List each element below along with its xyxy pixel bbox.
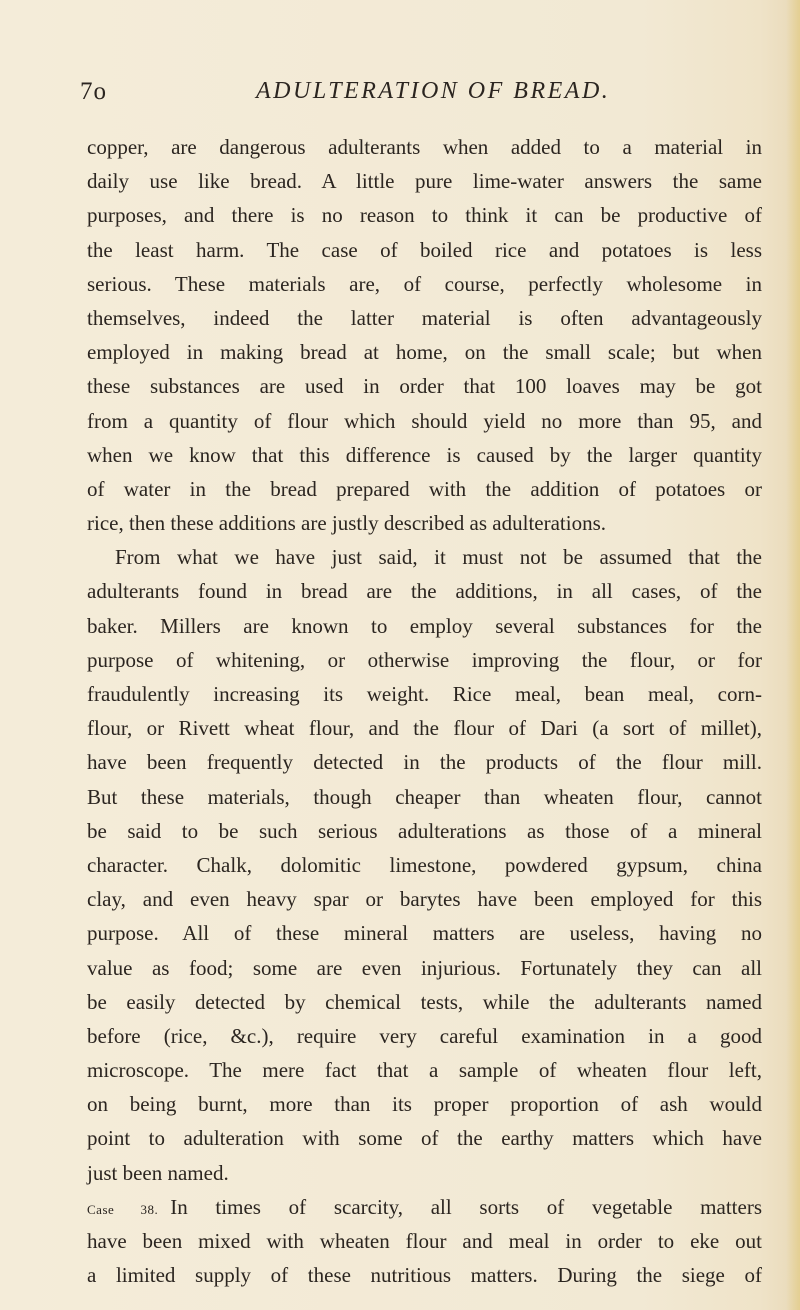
text-line: employed in making bread at home, on the small scale; but when — [87, 340, 762, 365]
text-line: purpose. All of these mineral matters are useless, having no — [87, 921, 762, 946]
text-line: a limited supply of these nutritious matters. During the siege of — [87, 1263, 762, 1288]
case-first-line — [87, 1190, 762, 1224]
text-line: have been frequently detected in the products of the flour mill. — [87, 750, 762, 775]
text-line: fraudulently increasing its weight. Rice meal, bean meal, corn- — [87, 682, 762, 706]
text-line: be easily detected by chemical tests, while the adulterants named — [87, 989, 762, 1014]
text-line: purpose of whitening, or otherwise improving the flour, or for — [87, 647, 762, 672]
case-label: Case 38. — [87, 1201, 159, 1217]
text-line: just been named. — [87, 1160, 229, 1185]
text-line: copper, are dangerous adulterants when added to a material in — [87, 135, 762, 159]
text-line: rice, then these additions are justly described as adulterations. — [87, 511, 607, 536]
case-first-line-text: In times of scarcity, all sorts of vegetable matters — [170, 1194, 762, 1219]
text-line: of water in the bread prepared with the addition of potatoes or — [87, 476, 762, 501]
text-line: adulterants found in bread are the additions, in all cases, of the — [87, 579, 762, 604]
text-line: From what we have just said, it must not be assumed that the — [115, 545, 762, 570]
text-line: themselves, indeed the latter material is often advantageously — [87, 305, 762, 330]
text-line: daily use like bread. A little pure lime-water answers the same — [87, 169, 762, 194]
page-edge-shading — [786, 0, 800, 1310]
text-line: clay, and even heavy spar or barytes have been employed for this — [87, 887, 762, 912]
text-line: on being burnt, more than its proper proportion of ash would — [87, 1092, 762, 1117]
body-text — [87, 130, 762, 1292]
text-line: value as food; some are even injurious. Fortunately they can all — [87, 955, 762, 980]
text-line: purposes, and there is no reason to think it can be productive of — [87, 203, 762, 228]
text-line: from a quantity of flour which should yield no more than 95, and — [87, 408, 762, 433]
text-line: serious. These materials are, of course, perfectly wholesome in — [87, 271, 762, 296]
text-line: flour, or Rivett wheat flour, and the flour of Dari (a sort of millet), — [87, 716, 762, 741]
running-header — [80, 78, 760, 112]
text-line: before (rice, &c.), require very careful examination in a good — [87, 1023, 762, 1048]
running-title: ADULTERATION OF BREAD. — [256, 78, 611, 104]
text-line: when we know that this difference is caused by the larger quantity — [87, 442, 762, 467]
page-number: 7o — [80, 78, 107, 105]
text-line: character. Chalk, dolomitic limestone, powdered gypsum, china — [87, 852, 762, 877]
text-line: But these materials, though cheaper than wheaten flour, cannot — [87, 784, 762, 809]
text-line: these substances are used in order that 100 loaves may be got — [87, 374, 762, 399]
text-line: be said to be such serious adulterations as those of a mineral — [87, 818, 762, 843]
text-line: baker. Millers are known to employ several substances for the — [87, 613, 762, 638]
text-line: have been mixed with wheaten flour and meal in order to eke out — [87, 1229, 762, 1253]
text-line: microscope. The mere fact that a sample of wheaten flour left, — [87, 1058, 762, 1083]
text-line: point to adulteration with some of the earthy matters which have — [87, 1126, 762, 1151]
text-line: the least harm. The case of boiled rice and potatoes is less — [87, 237, 762, 262]
